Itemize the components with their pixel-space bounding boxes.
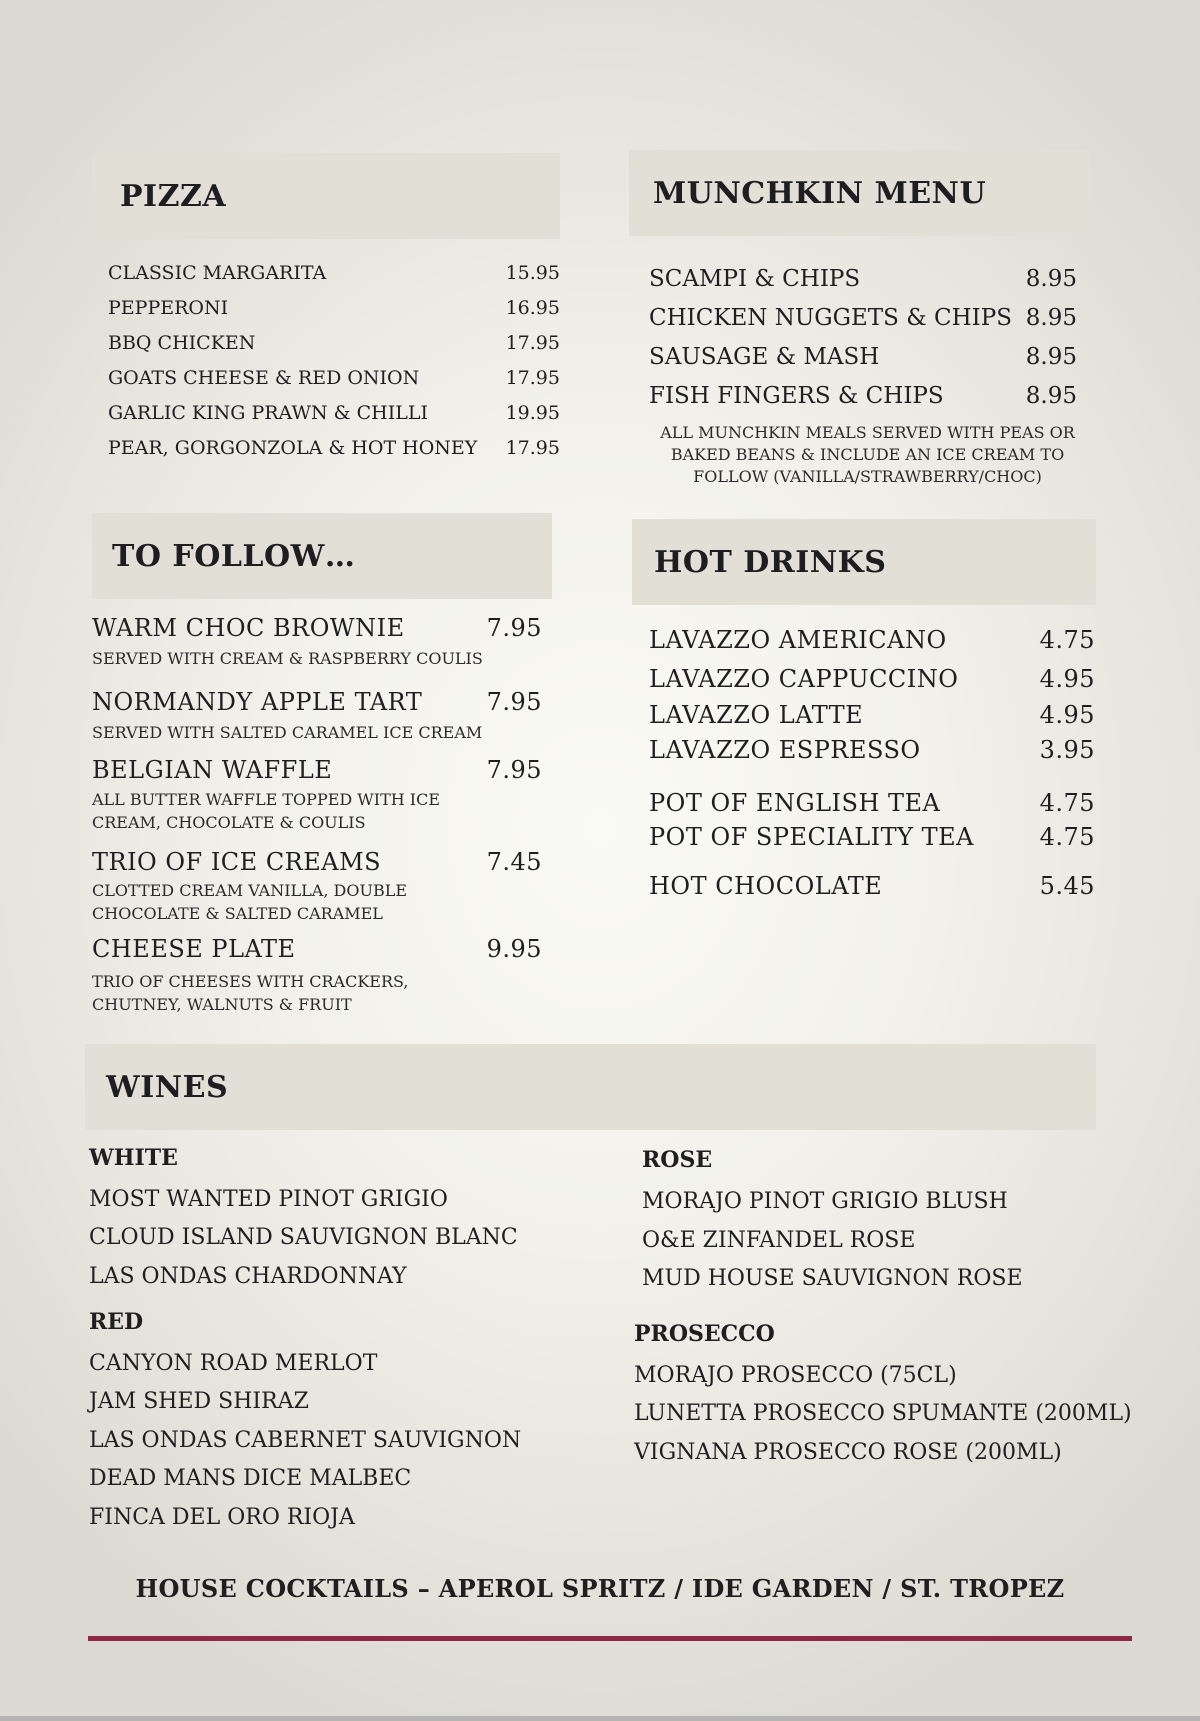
item-price: 7.95 — [486, 614, 542, 642]
to-follow-header — [92, 513, 552, 599]
pizza-item — [108, 262, 560, 284]
dessert-item — [92, 614, 542, 642]
item-name: LAVAZZO ESPRESSO — [649, 736, 921, 764]
item-price: 9.95 — [486, 935, 542, 963]
drink-item — [649, 789, 1095, 817]
item-description: CHOCOLATE & SALTED CARAMEL — [92, 904, 383, 923]
item-description: ALL BUTTER WAFFLE TOPPED WITH ICE — [92, 790, 441, 809]
item-description: CREAM, CHOCOLATE & COULIS — [92, 813, 366, 832]
pizza-item — [108, 402, 560, 424]
item-name: WARM CHOC BROWNIE — [92, 614, 405, 642]
wine-category-prosecco: PROSECCO — [634, 1321, 775, 1347]
item-name: BELGIAN WAFFLE — [92, 756, 333, 784]
hot-drinks-header — [632, 519, 1096, 605]
wine-item: MORAJO PROSECCO (75CL) — [634, 1363, 957, 1388]
item-price: 15.95 — [505, 262, 560, 284]
item-name: FISH FINGERS & CHIPS — [649, 383, 944, 409]
wine-item: MOST WANTED PINOT GRIGIO — [89, 1187, 448, 1212]
item-price: 17.95 — [505, 437, 560, 459]
item-price: 4.75 — [1039, 823, 1095, 851]
item-name: LAVAZZO LATTE — [649, 701, 864, 729]
pizza-item — [108, 332, 560, 354]
item-name: BBQ CHICKEN — [108, 332, 256, 354]
wine-item: LAS ONDAS CHARDONNAY — [89, 1264, 407, 1289]
item-name: LAVAZZO CAPPUCCINO — [649, 665, 959, 693]
munchkin-header — [629, 150, 1089, 236]
item-price: 4.95 — [1039, 665, 1095, 693]
wine-item: FINCA DEL ORO RIOJA — [89, 1505, 355, 1530]
pizza-title: PIZZA — [120, 178, 227, 214]
item-description: TRIO OF CHEESES WITH CRACKERS, — [92, 972, 409, 991]
item-description: SERVED WITH CREAM & RASPBERRY COULIS — [92, 649, 483, 668]
item-price: 7.95 — [486, 688, 542, 716]
bottom-edge — [0, 1716, 1200, 1721]
wines-header — [85, 1044, 1096, 1130]
item-description: SERVED WITH SALTED CARAMEL ICE CREAM — [92, 723, 483, 742]
item-name: PEAR, GORGONZOLA & HOT HONEY — [108, 437, 478, 459]
dessert-item — [92, 848, 542, 876]
dessert-item — [92, 688, 542, 716]
wine-item: MUD HOUSE SAUVIGNON ROSE — [642, 1266, 1023, 1291]
drink-item — [649, 626, 1095, 654]
item-name: NORMANDY APPLE TART — [92, 688, 423, 716]
item-name: SAUSAGE & MASH — [649, 344, 880, 370]
to-follow-title: TO FOLLOW… — [112, 538, 356, 574]
wine-item: MORAJO PINOT GRIGIO BLUSH — [642, 1189, 1008, 1214]
item-name: GOATS CHEESE & RED ONION — [108, 367, 420, 389]
house-cocktails: HOUSE COCKTAILS – APEROL SPRITZ / IDE GARDEN / ST. TROPEZ — [135, 1574, 1065, 1603]
wines-title: WINES — [106, 1069, 229, 1105]
item-price: 7.95 — [486, 756, 542, 784]
wine-item: DEAD MANS DICE MALBEC — [89, 1466, 412, 1491]
item-price: 3.95 — [1039, 736, 1095, 764]
item-price: 4.95 — [1039, 701, 1095, 729]
pizza-header — [92, 153, 560, 239]
item-name: TRIO OF ICE CREAMS — [92, 848, 382, 876]
item-price: 8.95 — [1025, 305, 1077, 331]
wine-category-rose: ROSE — [642, 1147, 713, 1173]
wine-item: O&E ZINFANDEL ROSE — [642, 1228, 916, 1253]
pizza-item — [108, 437, 560, 459]
drink-item — [649, 872, 1095, 900]
item-price: 17.95 — [505, 332, 560, 354]
wine-category-red: RED — [89, 1309, 144, 1335]
munchkin-note: ALL MUNCHKIN MEALS SERVED WITH PEAS OR BAKED BEANS & INCLUDE AN ICE CREAM TO FOLLOW (VANILLA/STRAWBERRY/CHOC) — [660, 423, 1075, 486]
drink-item — [649, 736, 1095, 764]
dessert-item — [92, 756, 542, 784]
munchkin-item — [649, 305, 1077, 331]
hot-drinks-title: HOT DRINKS — [654, 544, 887, 580]
item-price: 7.45 — [486, 848, 542, 876]
wine-item: VIGNANA PROSECCO ROSE (200ML) — [634, 1440, 1062, 1465]
item-name: POT OF ENGLISH TEA — [649, 789, 941, 817]
item-name: PEPPERONI — [108, 297, 229, 319]
wine-item: JAM SHED SHIRAZ — [89, 1389, 309, 1414]
munchkin-item — [649, 266, 1077, 292]
pizza-item — [108, 367, 560, 389]
item-price: 8.95 — [1025, 383, 1077, 409]
drink-item — [649, 665, 1095, 693]
munchkin-title: MUNCHKIN MENU — [653, 175, 987, 211]
drink-item — [649, 701, 1095, 729]
item-name: POT OF SPECIALITY TEA — [649, 823, 974, 851]
wine-item: CLOUD ISLAND SAUVIGNON BLANC — [89, 1225, 518, 1250]
item-price: 8.95 — [1025, 266, 1077, 292]
item-name: CHEESE PLATE — [92, 935, 296, 963]
item-price: 19.95 — [505, 402, 560, 424]
item-price: 17.95 — [505, 367, 560, 389]
item-price: 5.45 — [1039, 872, 1095, 900]
item-price: 4.75 — [1039, 626, 1095, 654]
pizza-item — [108, 297, 560, 319]
munchkin-item — [649, 344, 1077, 370]
item-name: GARLIC KING PRAWN & CHILLI — [108, 402, 428, 424]
item-description: CLOTTED CREAM VANILLA, DOUBLE — [92, 881, 408, 900]
wine-item: CANYON ROAD MERLOT — [89, 1351, 378, 1376]
item-price: 4.75 — [1039, 789, 1095, 817]
wine-item: LAS ONDAS CABERNET SAUVIGNON — [89, 1428, 522, 1453]
wine-item: LUNETTA PROSECCO SPUMANTE (200ML) — [634, 1401, 1132, 1426]
item-price: 16.95 — [505, 297, 560, 319]
item-price: 8.95 — [1025, 344, 1077, 370]
item-description: CHUTNEY, WALNUTS & FRUIT — [92, 995, 352, 1014]
drink-item — [649, 823, 1095, 851]
footer-divider — [88, 1636, 1132, 1641]
munchkin-item — [649, 383, 1077, 409]
item-name: SCAMPI & CHIPS — [649, 266, 861, 292]
item-name: CLASSIC MARGARITA — [108, 262, 327, 284]
item-name: HOT CHOCOLATE — [649, 872, 883, 900]
dessert-item — [92, 935, 542, 963]
wine-category-white: WHITE — [89, 1145, 178, 1171]
item-name: LAVAZZO AMERICANO — [649, 626, 947, 654]
item-name: CHICKEN NUGGETS & CHIPS — [649, 305, 1012, 331]
